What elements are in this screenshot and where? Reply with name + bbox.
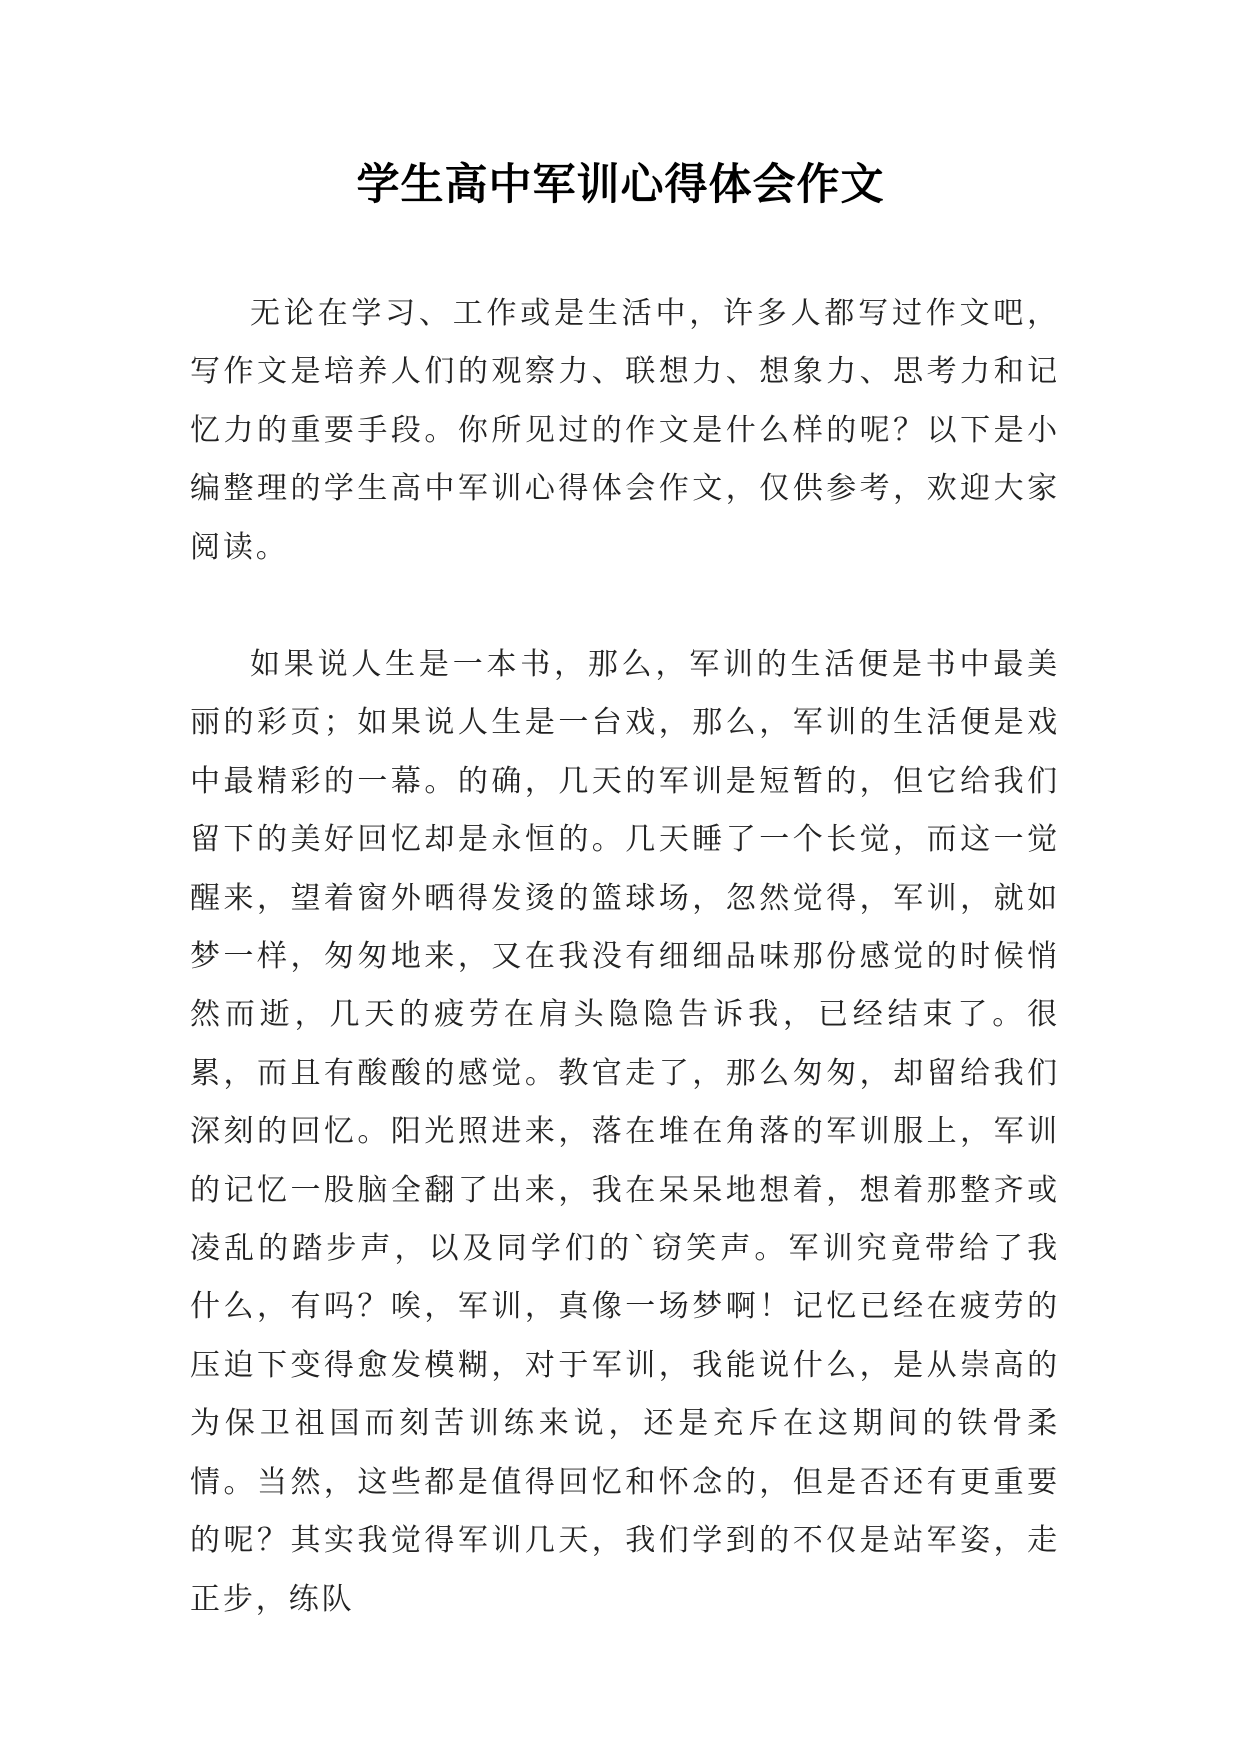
intro-paragraph: 无论在学习、工作或是生活中，许多人都写过作文吧，写作文是培养人们的观察力、联想力、想象力、思考力和记忆力的重要手段。你所见过的作文是什么样的呢？以下是小编整理的学生高中军训心得体会作文，仅供参考，欢迎大家阅读。 bbox=[190, 296, 1060, 565]
document-title: 学生高中军训心得体会作文 bbox=[356, 160, 885, 210]
body-paragraph: 如果说人生是一本书，那么，军训的生活便是书中最美丽的彩页；如果说人生是一台戏，那么，军训的生活便是戏中最精彩的一幕。的确，几天的军训是短暂的，但它给我们留下的美好回忆却是永恒的。几天睡了一个长觉，而这一觉醒来，望着窗外晒得发烫的篮球场，忽然觉得，军训，就如梦一样，匆匆地来，又在我没有细细品味那份感觉的时候悄然而逝，几天的疲劳在肩头隐隐告诉我，已经结束了。很累，而且有酸酸的感觉。教官走了，那么匆匆，却留给我们深刻的回忆。阳光照进来，落在堆在角落的军训服上，军训的记忆一股脑全翻了出来，我在呆呆地想着，想着那整齐或凌乱的踏步声，以及同学们的`窃笑声。军训究竟带给了我什么，有吗？唉，军训，真像一场梦啊！记忆已经在疲劳的压迫下变得愈发模糊，对于军训，我能说什么，是从崇高的为保卫祖国而刻苦训练来说，还是充斥在这期间的铁骨柔情。当然，这些都是值得回忆和怀念的，但是否还有更重要的呢？其实我觉得军训几天，我们学到的不仅是站军姿，走正步，练队 bbox=[190, 647, 1060, 1617]
